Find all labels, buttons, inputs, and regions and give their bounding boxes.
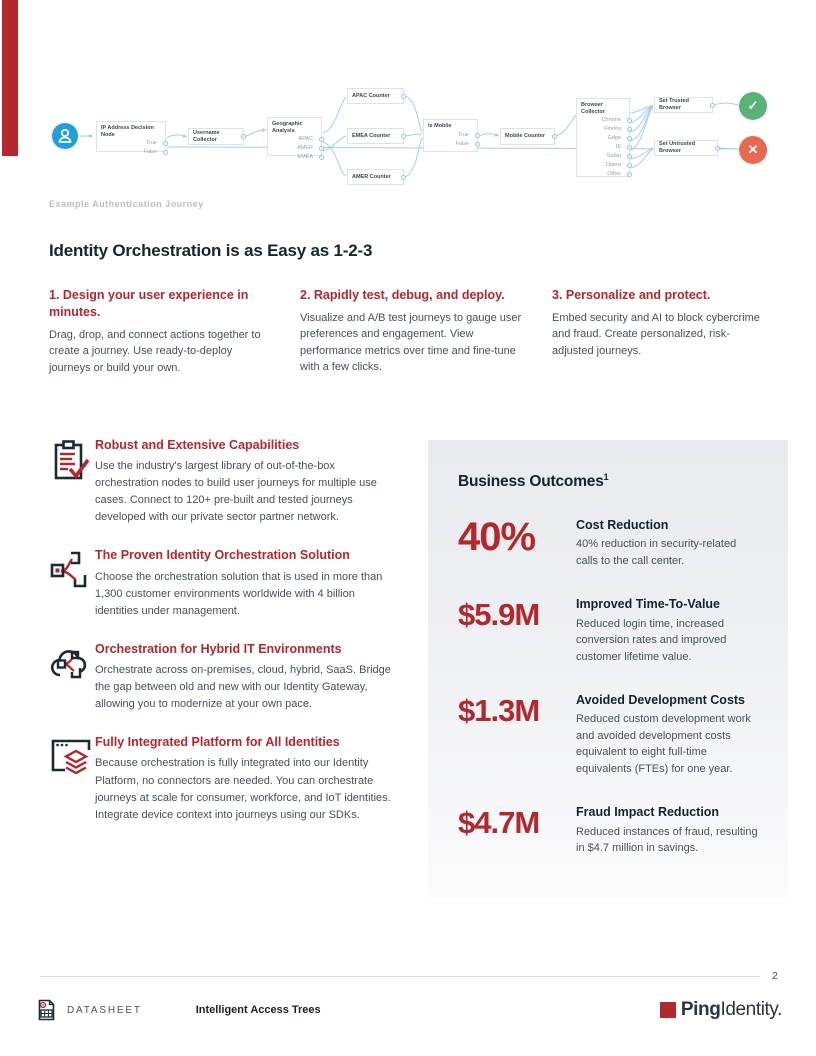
node-amer-counter: AMER Counter [347, 169, 404, 185]
footnote-marker: 1 [603, 472, 609, 482]
step-title: 2. Rapidly test, debug, and deploy. [300, 288, 505, 302]
feature-body: Use the industry's largest library of out-of-the-box orchestration nodes to build user journeys for multiple use cases. Connect to 120+ pre-built and tested journeys developed with our private sector partner network. [95, 460, 377, 524]
port-label: True [457, 131, 469, 138]
node-apac-counter: APAC Counter [347, 88, 404, 104]
port-label: EMEA [297, 154, 313, 161]
port-label: False [143, 149, 157, 156]
node-ip-address-decision: IP Address Decision Node True False [96, 121, 166, 152]
stat-title: Improved Time-To-Value [576, 597, 721, 612]
connected-nodes-icon [49, 547, 95, 619]
doc-title: Intelligent Access Trees [195, 1004, 321, 1016]
business-outcomes-panel [428, 440, 788, 898]
stat-title: Fraud Impact Reduction [576, 805, 720, 820]
step-title: 1. Design your user experience in minutes. [49, 288, 249, 319]
port-label: Firefox [604, 126, 621, 133]
brand-name-bold: Ping [680, 999, 721, 1020]
port-dot [401, 175, 406, 180]
feature-proven-solution [49, 547, 401, 619]
outcome-avoided-dev-costs [458, 692, 760, 777]
port-dot [710, 103, 715, 108]
stat-body: 40% reduction in security-related calls to the call center. [576, 538, 737, 567]
port-label: AMER [297, 145, 313, 152]
port-dot [715, 146, 720, 151]
port-label: False [455, 140, 469, 147]
step-1 [49, 287, 264, 376]
node-emea-counter: EMEA Counter [347, 128, 404, 144]
cloud-network-icon [49, 641, 95, 713]
platform-layers-icon [49, 734, 95, 823]
stat-body: Reduced login time, increased conversion rates and improved customer lifetime value. [576, 617, 727, 663]
step-body: Drag, drop, and connect actions together to create a journey. Use ready-to-deploy journeys or build your own. [49, 328, 261, 374]
stat-body: Reduced custom development work and avoided development costs equivalent to eight full-time equivalents (FTEs) for one year. [576, 713, 751, 775]
feature-title: Robust and Extensive Capabilities [95, 438, 300, 452]
stat-value: 40% [458, 515, 536, 560]
clipboard-check-icon [49, 437, 95, 526]
node-set-trusted-browser: Set Trusted Browser [654, 97, 713, 113]
step-body: Visualize and A/B test journeys to gauge user preferences and engagement. View performance metrics over time and fine-tune with a few clicks. [300, 311, 522, 374]
node-browser-collector: Browser Collector Chrome Firefox Edge IE Safari Opera Other [576, 98, 630, 177]
port-dot [241, 134, 246, 139]
step-title: 3. Personalize and protect. [552, 288, 711, 302]
step-3 [552, 287, 765, 376]
outcomes-title: Business Outcomes$^1$ [458, 472, 609, 491]
port-dot [401, 94, 406, 99]
ping-logo-mark [660, 1002, 676, 1018]
steps-row [49, 287, 765, 376]
node-mobile-counter: Mobile Counter [500, 128, 555, 145]
port-label: Edge [608, 135, 621, 142]
feature-body: Orchestrate across on-premises, cloud, hybrid, SaaS. Bridge the gap between old and new with our Identity Gateway, allowing you to modernize at your own pace. [95, 664, 391, 711]
outcome-time-to-value [458, 596, 760, 665]
ping-identity-logo [660, 999, 782, 1021]
outcome-fraud-reduction [458, 804, 760, 856]
outcome-cost-reduction [458, 517, 760, 569]
features-list [49, 437, 401, 845]
port-label: Opera [605, 162, 621, 169]
footer-divider [40, 976, 760, 977]
node-username-collector: Username Collector [188, 128, 244, 145]
feature-title: Fully Integrated Platform for All Identities [95, 735, 340, 750]
port-label: IE [615, 144, 621, 151]
port-label: APAC [298, 136, 313, 143]
feature-title: The Proven Identity Orchestration Solution [95, 548, 350, 563]
stat-value: $1.3M [458, 693, 540, 729]
port-dot [475, 133, 480, 138]
feature-integrated-platform [49, 734, 401, 823]
stat-body: Reduced instances of fraud, resulting in $4.7 million in savings. [576, 825, 758, 855]
feature-hybrid-it [49, 641, 401, 713]
page-title: Identity Orchestration is as Easy as 1-2-3 [49, 241, 373, 260]
doc-type-label: DATASHEET [67, 1004, 142, 1016]
port-label: Chrome [601, 117, 621, 124]
journey-start-node [52, 123, 78, 149]
feature-body: Because orchestration is fully integrated into our Identity Platform, no connectors are needed. You can orchestrate journeys at scale for consumer, workforce, and IoT identities. Integrate device context into journeys using our SDKs. [95, 757, 391, 821]
port-dot [475, 142, 480, 147]
port-label: Safari [606, 153, 621, 160]
feature-title: Orchestration for Hybrid IT Environments [95, 641, 342, 656]
port-dot [552, 134, 557, 139]
authentication-journey-diagram [0, 80, 816, 200]
datasheet-icon [36, 999, 57, 1021]
port-label: Other [607, 171, 621, 178]
diagram-caption: Example Authentication Journey [49, 199, 204, 209]
user-icon [52, 123, 78, 149]
stat-value: $5.9M [458, 597, 540, 633]
port-label: True [145, 140, 157, 147]
failure-x-icon: ✕ [739, 136, 767, 164]
step-body: Embed security and AI to block cybercrime and fraud. Create personalized, risk-adjusted journeys. [552, 311, 760, 357]
node-is-mobile: Is Mobile True False [423, 119, 478, 152]
step-2 [300, 287, 528, 376]
stat-title: Cost Reduction [576, 518, 669, 533]
feature-body: Choose the orchestration solution that is used in more than 1,300 customer environments worldwide with 4 billion identities under management. [95, 570, 383, 617]
node-geographic-analysis: Geographic Analysis APAC AMER EMEA [267, 117, 322, 156]
stat-value: $4.7M [458, 805, 540, 841]
footer [36, 999, 782, 1021]
port-dot [401, 134, 406, 139]
brand-name-regular: Identity. [720, 999, 782, 1020]
success-check-icon: ✓ [739, 92, 767, 120]
page-number: 2 [772, 970, 778, 982]
stat-title: Avoided Development Costs [576, 693, 746, 708]
feature-robust-capabilities [49, 437, 401, 526]
node-set-untrusted-browser: Set Untrusted Browser [654, 140, 718, 156]
